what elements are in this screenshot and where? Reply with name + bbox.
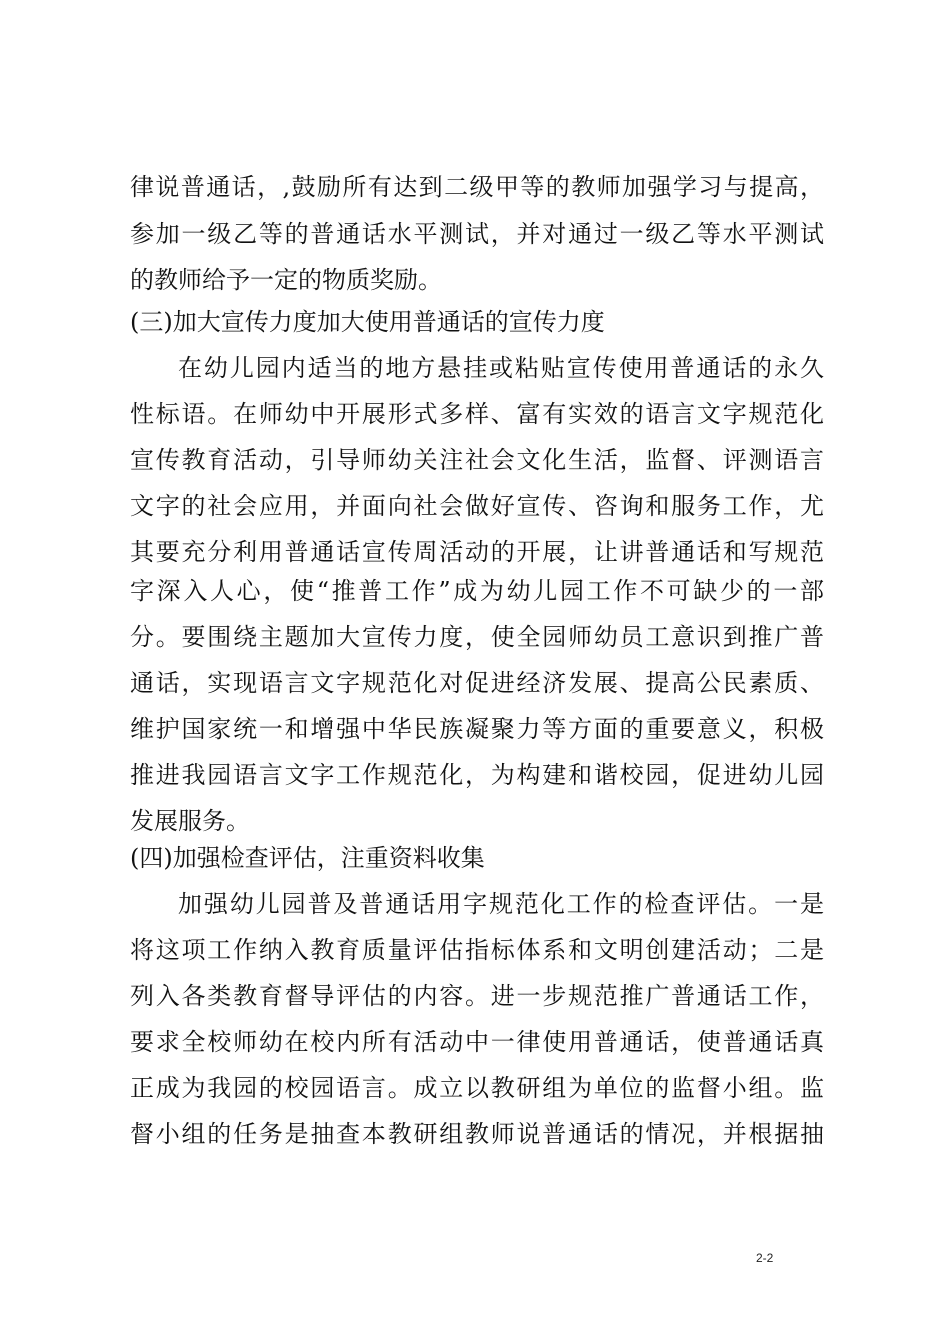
paragraph-line: 维护国家统一和增强中华民族凝聚力等方面的重要意义，积极 <box>130 715 824 743</box>
paragraph-line: 要求全校师幼在校内所有活动中一律使用普通话，使普通话真 <box>130 1028 824 1056</box>
paragraph-line: 督小组的任务是抽查本教研组教师说普通话的情况，并根据抽 <box>130 1120 824 1148</box>
paragraph-line: 分。要围绕主题加大宣传力度，使全园师幼员工意识到推广普 <box>130 623 824 651</box>
paragraph-line: 其要充分利用普通话宣传周活动的开展，让讲普通话和写规范 <box>130 538 824 566</box>
page-number: 2-2 <box>756 1251 774 1265</box>
paragraph-line: 发展服务。 <box>130 807 250 835</box>
paragraph-line: 在幼儿园内适当的地方悬挂或粘贴宣传使用普通话的永久 <box>178 354 824 382</box>
section-heading-three: (三)加大宣传力度加大使用普通话的宣传力度 <box>130 308 605 336</box>
paragraph-line: 列入各类教育督导评估的内容。进一步规范推广普通话工作， <box>130 982 824 1010</box>
paragraph-line: 性标语。在师幼中开展形式多样、富有实效的语言文字规范化 <box>130 400 824 428</box>
paragraph-line: 宣传教育活动，引导师幼关注社会文化生活，监督、评测语言 <box>130 446 824 474</box>
paragraph-line: 通话，实现语言文字规范化对促进经济发展、提高公民素质、 <box>130 669 824 697</box>
paragraph-line: 加强幼儿园普及普通话用字规范化工作的检查评估。一是 <box>178 890 824 918</box>
paragraph-line: 字深入人心，使“推普工作”成为幼儿园工作不可缺少的一部 <box>130 577 824 605</box>
paragraph-line: 将这项工作纳入教育质量评估指标体系和文明创建活动；二是 <box>130 936 824 964</box>
section-heading-four: (四)加强检查评估，注重资料收集 <box>130 844 485 872</box>
paragraph-line: 正成为我园的校园语言。成立以教研组为单位的监督小组。监 <box>130 1074 824 1102</box>
paragraph-line: 文字的社会应用，并面向社会做好宣传、咨询和服务工作，尤 <box>130 492 824 520</box>
paragraph-line: 律说普通话，,鼓励所有达到二级甲等的教师加强学习与提高， <box>130 173 824 201</box>
paragraph-line: 的教师给予一定的物质奖励。 <box>130 266 442 294</box>
paragraph-line: 推进我园语言文字工作规范化，为构建和谐校园，促进幼儿园 <box>130 761 824 789</box>
paragraph-line: 参加一级乙等的普通话水平测试，并对通过一级乙等水平测试 <box>130 220 824 248</box>
